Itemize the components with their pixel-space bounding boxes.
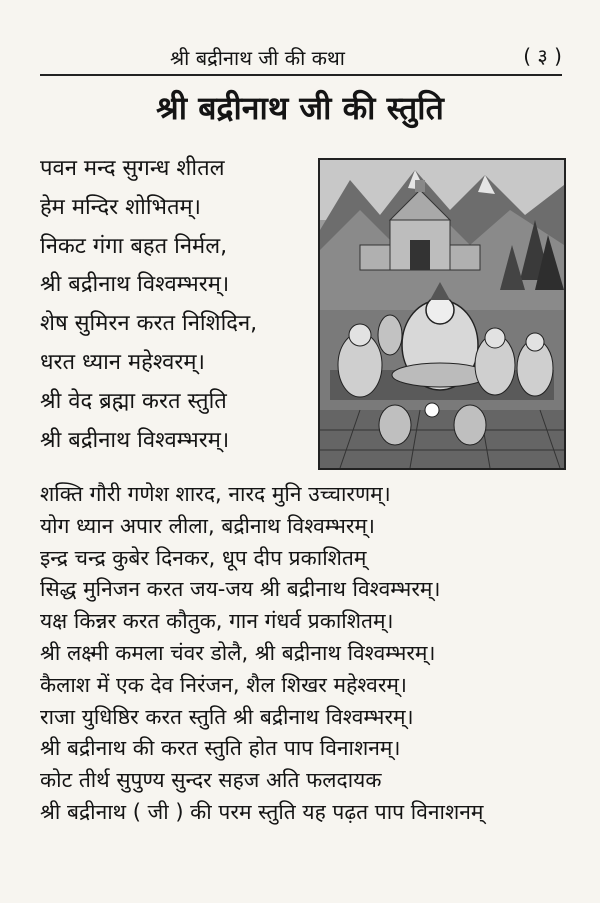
verse-line: हेम मन्दिर शोभितम्। xyxy=(40,194,202,220)
verse-line: श्री बद्रीनाथ की करत स्तुति होत पाप विनाशनम्। xyxy=(40,736,401,761)
page-header xyxy=(40,40,562,76)
verse-line: शक्ति गौरी गणेश शारद, नारद मुनि उच्चारणम्। xyxy=(40,482,391,506)
verse-line: कैलाश में एक देव निरंजन, शैल शिखर महेश्वरम्। xyxy=(40,672,407,697)
verse-line: सिद्ध मुनिजन करत जय-जय श्री बद्रीनाथ विश्वम्भरम्। xyxy=(40,577,441,602)
temple-deities-illustration xyxy=(318,158,566,470)
verse-line: कोट तीर्थ सुपुण्य सुन्दर सहज अति फलदायक xyxy=(40,768,382,793)
verse-line: इन्द्र चन्द्र कुबेर दिनकर, धूप दीप प्रकाशितम् xyxy=(40,545,367,570)
running-title: श्री बद्रीनाथ जी की कथा xyxy=(170,46,345,70)
verse-line: श्री बद्रीनाथ विश्वम्भरम्। xyxy=(40,427,230,453)
verse-line: श्री लक्ष्मी कमला चंवर डोलै, श्री बद्रीनाथ विश्वम्भरम्। xyxy=(40,640,436,665)
verse-line: निकट गंगा बहत निर्मल, xyxy=(40,233,228,259)
page-title: श्री बद्रीनाथ जी की स्तुति xyxy=(156,89,444,127)
verse-line: योग ध्यान अपार लीला, बद्रीनाथ विश्वम्भरम्। xyxy=(40,513,375,538)
verse-line: श्री वेद ब्रह्मा करत स्तुति xyxy=(40,388,227,414)
verse-line: शेष सुमिरन करत निशिदिन, xyxy=(40,311,258,337)
verse-line: पवन मन्द सुगन्ध शीतल xyxy=(40,156,225,181)
verse-top xyxy=(40,150,315,460)
verse-line: धरत ध्यान महेश्वरम्। xyxy=(40,349,205,375)
verse-line: श्री बद्रीनाथ विश्वम्भरम्। xyxy=(40,272,230,298)
page-number: ( ३ ) xyxy=(523,44,562,68)
verse-line: श्री बद्रीनाथ ( जी ) की परम स्तुति यह पढ़त पाप विनाशनम् xyxy=(40,799,484,824)
illustration-svg xyxy=(320,160,564,468)
verse-line: यक्ष किन्नर करत कौतुक, गान गंधर्व प्रकाशितम्। xyxy=(40,609,394,634)
verse-bottom xyxy=(40,479,570,829)
verse-line: राजा युधिष्ठिर करत स्तुति श्री बद्रीनाथ विश्वम्भरम्। xyxy=(40,704,414,729)
